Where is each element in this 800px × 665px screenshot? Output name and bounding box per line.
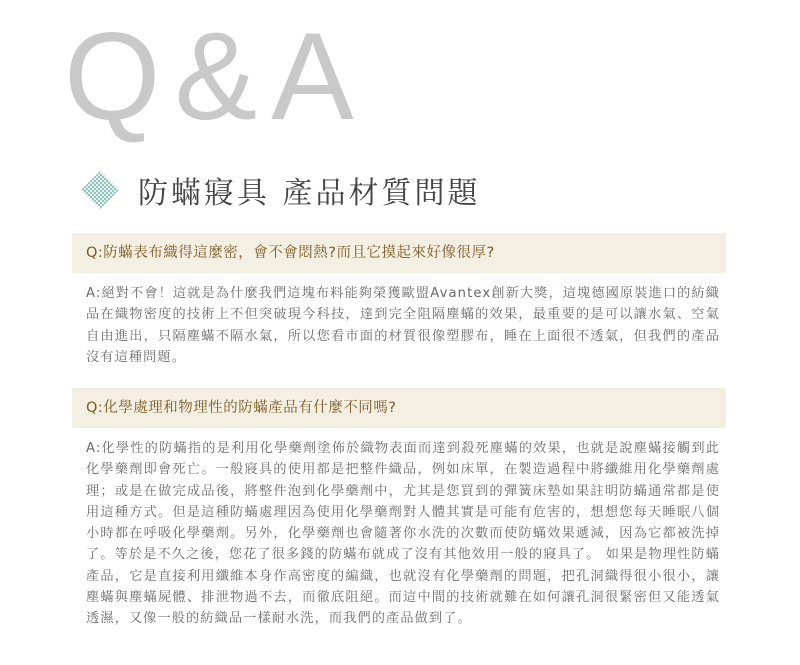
question-bar: Q:化學處理和物理性的防蟎產品有什麼不同嗎? (72, 388, 726, 428)
section-title (80, 168, 481, 212)
answer-text: A:化學性的防蟎指的是利用化學藥劑塗佈於織物表面而達到殺死塵蟎的效果，也就是說塵蟎接觸到此化學藥劑即會死亡。一般寢具的使用都是把整件織品，例如床單，在製造過程中將纖維用化學藥劑處理；或是在做完成品後，將整件泡到化學藥劑中，尤其是您買到的彈簧床墊如果註明防蟎通常都是使用這種方式。但是這種防蟎處理因為使用化學藥劑對人體其實是可能有危害的，想想您每天睡眠八個小時都在呼吸化學藥劑。另外，化學藥劑也會隨著你水洗的次數而使防蟎效果遞減，因為它都被洗掉了。等於是不久之後，您花了很多錢的防蟎布就成了沒有其他效用一般的寢具了。 如果是物理性防蟎產品，它是直接利用纖維本身作高密度的編織，也就沒有化學藥劑的問題，把孔洞織得很小很小，讓塵蟎與塵蟎屍體、排泄物過不去，而徹底阻絕。而這中間的技術就難在如何讓孔洞很緊密但又能透氣透濕，又像一般的紡織品一樣耐水洗，而我們的產品做到了。 (86, 441, 720, 627)
section-heading: 防蟎寢具 產品材質問題 (138, 176, 481, 211)
diamond-pattern-icon (80, 170, 120, 210)
qa-item (72, 233, 726, 368)
question-bar: Q:防蟎表布織得這麼密，會不會悶熱?而且它摸起來好像很厚? (72, 233, 726, 273)
hero-heading: Q&A (64, 8, 368, 146)
answer-text: A:絕對不會！這就是為什麼我們這塊布料能夠榮獲歐盟Avantex創新大獎，這塊德國原裝進口的紡織品在織物密度的技術上不但突破現今科技，達到完全阻隔塵蟎的效果，最重要的是可以讓水氣、空氣自由進出，只隔塵蟎不隔水氣，所以您看市面的材質很像塑膠布，睡在上面很不透氣，但我們的產品沒有這種問題。 (86, 286, 720, 365)
qa-item (72, 388, 726, 630)
